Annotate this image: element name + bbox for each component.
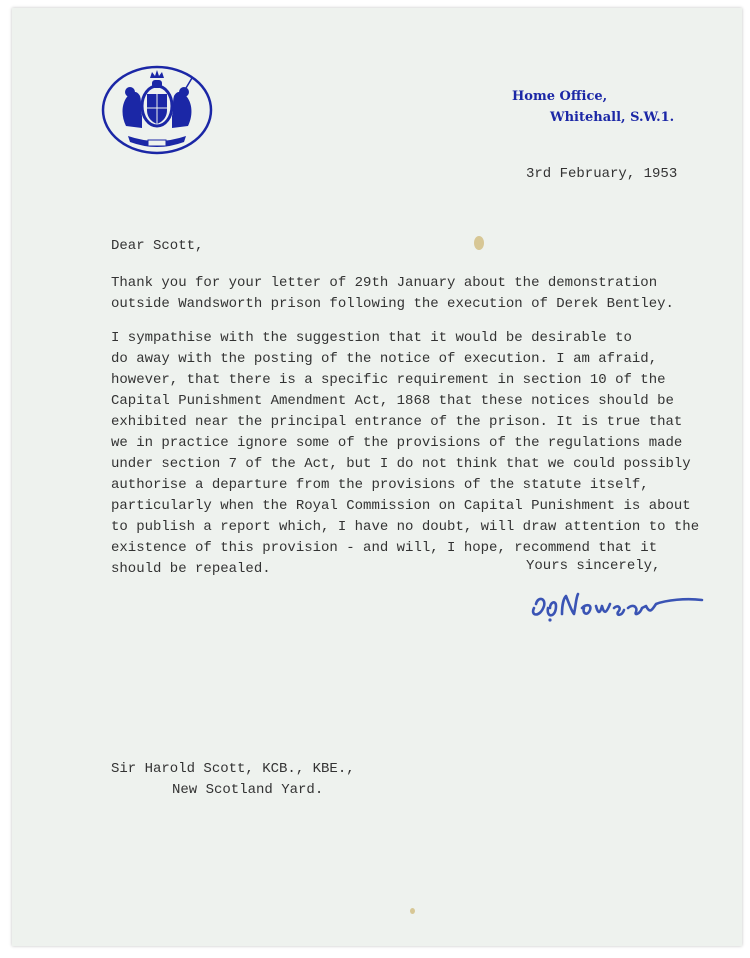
paper-stain xyxy=(474,236,484,250)
letter-page xyxy=(12,8,742,946)
letter-date: 3rd February, 1953 xyxy=(526,166,678,182)
paragraph-2: I sympathise with the suggestion that it would be desirable to do away with the posting of the notice of execution. I am afraid, however, that there is a specific requirement in section 10 of the Capital Punishment Amendment Act, 1868 that these notices should be exhibited near the principal entrance of the prison. It is true that we in practice ignore some of the provisions of the regulations made under section 7 of the Act, but I do not think that we could possibly authorise a departure from the provisions of the statute itself, particularly when the Royal Commission on Capital Punishment is about to publish a report which, I have no doubt, will draw attention to the existence of this provision - and will, I hope, recommend that it should be repealed. xyxy=(111,330,700,577)
paper-stain xyxy=(410,908,415,914)
closing: Yours sincerely, xyxy=(526,558,661,574)
recipient-line-1: Sir Harold Scott, KCB., KBE., xyxy=(111,761,355,777)
letterhead-line-1: Home Office, xyxy=(512,89,608,104)
handwritten-signature xyxy=(526,586,716,626)
letterhead xyxy=(460,86,685,128)
letterhead-line-2: Whitehall, S.W.1. xyxy=(550,110,675,125)
recipient-line-2: New Scotland Yard. xyxy=(172,782,324,798)
salutation: Dear Scott, xyxy=(111,238,204,254)
royal-coat-of-arms-icon xyxy=(100,64,214,156)
paragraph-1: Thank you for your letter of 29th January about the demonstration outside Wandsworth prison following the execution of Derek Bentley. xyxy=(111,275,674,312)
